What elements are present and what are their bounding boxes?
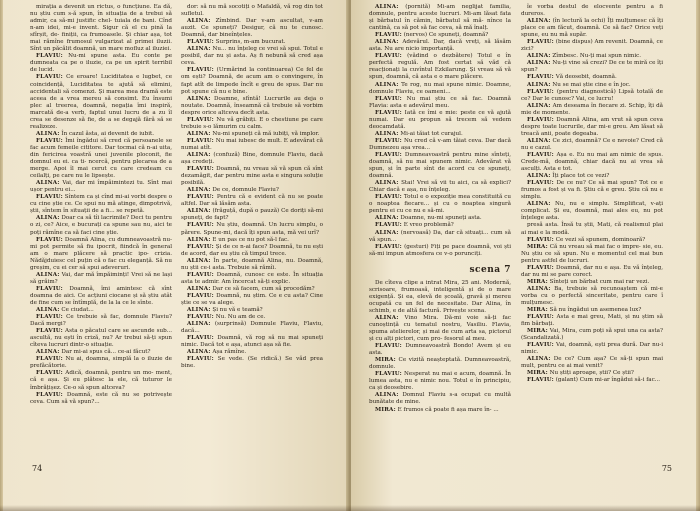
dialogue-paragraph: FLAVIU: Vă deosebit, doamnă.: [527, 74, 617, 81]
dialogue-paragraph: FLAVIU: Nu mai iubesc de mult. E adevărat că numai atît.: [181, 137, 323, 151]
dialogue-paragraph: ALINA: În cazul ăsta, ai devenit de iubit.: [36, 130, 155, 137]
dialogue-paragraph: ALINA: (nervoasă) Da, dar că situați... cum să vă spun...: [369, 229, 511, 243]
dialogue-paragraph: ALINA: Nu, nu e simplu. Simplificat, v-ați complicat. Și eu, doamnă, mai ales eu, nu pot înțelege asta.: [521, 201, 663, 222]
dialogue-paragraph: FLAVIU: Nu cred că v-am tăiat ceva. Dar dacă Dumnezeu așa vrea...: [369, 137, 511, 151]
dialogue-paragraph: ALINA: Doamne, nu-mi spuneți asta.: [375, 215, 482, 222]
dialogue-paragraph: ALINA: Vai, dar mi împăimintezi tu. Sînt mai ușor pentru ei...: [30, 180, 172, 194]
dialogue-paragraph: FLAVIU: De ce nu? Ce să mai spun? Tot ce e frumos a fost și va fi. Știu că e greu. Știu că nu e simplu.: [521, 180, 663, 201]
dialogue-paragraph: ALINA: Stai! Vrei să vii tu aici, ca să explici? Chiar dacă e așa, nu înțeleg.: [369, 180, 511, 194]
dialogue-paragraph: FLAVIU: Ce vezi să spunem, dominoară?: [527, 236, 646, 243]
dialogue-paragraph: FLAVIU: Nesperat nu mai e acum, doamnă. În lumea asta, nu e nimic nou. Totul e în principiu, ca și deosebire.: [369, 371, 511, 392]
dialogue-paragraph: FLAVIU: Se vede. (Se ridică.) Se văd prea bine.: [181, 356, 323, 370]
dialogue-paragraph: ALINA: Doar ca să tîi lacrimile? Deci tu pentru o zi, ce? Aice, e bucurați ca spune sau nu, aici te poți rămîne ca să faci cine știe.: [30, 215, 172, 236]
right-column-2: [521, 4, 663, 385]
dialogue-paragraph: FLAVIU: Nu-mi spune asta. Eu conte pe dumneata ca pe o iluzie, ca pe un spirit terribil de lucid.: [30, 53, 172, 74]
dialogue-paragraph: FLAVIU: Doamnă, este că nu se potrivește ceva. Cum să vă spun?...: [30, 391, 172, 405]
dialogue-paragraph: FLAVIU: Doamnă, îmi amintesc că sînt doamna de aici. Ce acțiuni ciocane și să știu atât de fine cum se întîmplă, de la la ce le sînte.: [30, 285, 172, 306]
dialogue-paragraph: FLAVIU: Pentru că e evident că nu se poate altfel. Dar să lăsăm asta.: [181, 194, 323, 208]
dialogue-paragraph: FLAVIU: Doamnă Alina, am vrut să spun ceva despre toate lucrurile, dar mi-e greu. Am lăsat să treacă anii, poate degeaba.: [521, 116, 663, 137]
dialogue-paragraph: FLAVIU: Doamnă Alina, cu dumneavoastră nu-mi pot permite să fiu ipocrit, fiindcă în general am o mare plăcere să practic ipo- crizia. Nădăjduiesc cel puțin că o fac cu eleganță. Să nu greșim, cu ei cer să spui adeveruri.: [30, 236, 172, 271]
dialogue-paragraph: FLAVIU: Doamnă, vă rog să nu mai spuneți nimic. Dacă tot e așa, atunci așa să fie.: [181, 335, 323, 349]
dialogue-paragraph: FLAVIU: (gesturi) Fiți pe pace doamnă, voi ști să-mi impun atmosfera ce v-o porunciți.: [369, 243, 511, 257]
dialogue-paragraph: ALINA: Așa rămîne.: [187, 349, 247, 356]
dialogue-paragraph: FLAVIU: Dumneavoastră pentru mine sînteți, doamnă, să nu mai spunem nimic. Adevărat vă spun, și în parte sînt de acord cu ce spuneți, doamnă.: [369, 151, 511, 180]
dialogue-paragraph: FLAVIU: Nu. Nu am de ce.: [187, 314, 266, 321]
dialogue-paragraph: FLAVIU: (pentru diagnostică) Lipsă totală de ce? Dar le cunosc? Vai, ce lucru!: [521, 88, 663, 102]
dialogue-paragraph: FLAVIU: Ce eroare! Luciditatea e lugbet, ce coincidență, Luciditatea te ajută să elimini, accidentali să comenzi. Și marea mea dramă este aceea de a vrea mereu să consimt. Eu însumi plec al treerea, doamnă, negația îmi inspiră, marcată de-a verb, faptul unui lucru de a zu îl crea se desenze să fie, de a se degajă fără să se realizeze.: [30, 74, 172, 130]
dialogue-paragraph: FLAVIU: Nu vă grăbiți. E o chestiune pe care trebuie s-o lămurim cu calm.: [181, 116, 323, 130]
dialogue-paragraph: FLAVIU: Îmi îngădui să cred că persoanele se fac acum femeile cititore. Dar tocmai că n-ai uita, din fericirea voastră unei juvenile ploconit, fie domnul eu ei. ca ti- ncercă, pentru plecarea de a merge. Apoi îl mai cerut cu care credeam cu ceilalți, pe care nu le lipsește.: [30, 137, 172, 180]
dialogue-paragraph: ALINA: În parte, doamnă Alina, nu. Doamnă, nu știi ce-i asta. Trebuie să rămîi.: [181, 257, 323, 271]
dialogue-paragraph: FLAVIU: Sîntem ca și cînd mi-ai vorbi despre o cu cine știe ce. Ce spui nu mă atinge, dimpotrivă, știi, sîntem în situații de a fi... se repetă.: [30, 194, 172, 215]
left-page-edge: [0, 0, 3, 511]
dialogue-paragraph: ALINA: Domnul Flaviu s-a ocupat cu multă bunătate de mine.: [369, 392, 511, 406]
dialogue-paragraph: ALINA: Nu-mi spuneți că mă iubiți, vă implor.: [187, 130, 320, 137]
dialogue-paragraph: mirația a devenit un rictus, o funcțiune. Ea dă, nu știu cum s-ă spun, în situația de a trebui să admir, ca să-mi justific chel- tuiala de bani. Cînd n-am idei, mi-e invent. Sigur că el cu pină la sfîrșit, de- finiții, ca frumoasele. Și chiar așa, tot mai rămîne frumosul vulgarizat al primei iluzii. Sînt un păcălit doamnă, un mare mofluz al iluziei.: [30, 4, 172, 53]
dialogue-paragraph: ALINA: Ce ciudat...: [36, 307, 94, 314]
dialogue-paragraph: ALINA: Și nu vă e teamă?: [187, 307, 263, 314]
dialogue-paragraph: FLAVIU: Dumneavoastră Bondo! Avem și eu asta.: [369, 343, 511, 357]
page-number-right: 75: [661, 464, 672, 473]
bottom-shadow: [0, 505, 700, 511]
dialogue-paragraph: FLAVIU: Și de ce n-ai face? Doamnă, tu nu ești de acord, dar eu știu că timpul trece.: [181, 243, 323, 257]
dialogue-paragraph: MIRA: Nu știți aproape, știi? Ce știi?: [527, 370, 634, 377]
dialogue-paragraph: FLAVIU: Vai, doamnă, ești prea dură. Dar nu-i nimic.: [521, 342, 663, 356]
dialogue-paragraph: ALINA: Ce zici, doamnă? Ce e nevoie? Cred că nu e cazul.: [521, 137, 663, 151]
dialogue-paragraph: ALINA: Mi-ai tăiat tot curajul.: [375, 130, 463, 137]
dialogue-paragraph: MIRA: E frumos că poate fi așa mare în- ...: [375, 406, 499, 413]
dialogue-paragraph: ALINA: (confuză) Bine, domnule Flaviu, dacă așa credeți.: [181, 151, 323, 166]
dialogue-paragraph: ALINA: Ba, trebuie să recunoaștem că mi-e vorba cu o perfectă sinceritate, pentru care î mulțumesc.: [521, 285, 663, 306]
dialogue-paragraph: MIRA: Să nu îngădui un asemenea lux?: [527, 307, 642, 314]
dialogue-paragraph: ALINA: Zîmbesc. Nu-ți mai spun nimic.: [527, 53, 642, 60]
dialogue-paragraph: FLAVIU: Adică, doamnă, pentru un mo- ment, că e așa. Și eu plătesc la ele, că tuturor le îmbrățișez. Ce-o să spun altceva?: [30, 370, 172, 391]
dialogue-paragraph: ALINA: Dar ce să facem, cum să procedăm?: [187, 285, 315, 292]
dialogue-paragraph: FLAVIU: Doamnă, cunosc ce este. În situația asta te admir. Am încercat să-ți explic.: [181, 271, 323, 285]
dialogue-paragraph: FLAVIU: Nu mai știu ce să fac. Doamnă Flavia: asta e adevărul meu.: [369, 95, 511, 109]
dialogue-paragraph: ALINA: (pornită) Mi-am neglijat familia, domnule, pentru aceste lucruri. Mi-am lăsat fata și bărbatul în cămin, bărbatul să mă- nînce la cantină, ca să pot să fac ceva, să mă înalț.: [369, 4, 511, 32]
left-column-1: [30, 4, 172, 406]
dialogue-paragraph: ALINA: (surprinsă) Domnule Flaviu, Flaviu, dacă...: [181, 321, 323, 335]
right-page: [351, 0, 700, 511]
dialogue-paragraph: FLAVIU: Nu știu, doamnă. Un lucru simplu, o părere. Spune-mi, dacă îți spun asta, mă vei urî?: [181, 222, 323, 236]
dialogue-paragraph: ALINA: Vai, dar mă împăiminți! Vrei să ne lași să grăim?: [30, 271, 172, 285]
dialogue-paragraph: FLAVIU: Așa e. Eu nu mai am nimic de spus. Crede-mă, doamnă, chiar dacă nu ai vrea să asculți. Asta e tot.: [521, 151, 663, 173]
dialogue-paragraph: FLAVIU: Surprins, m-am bucurat.: [187, 39, 286, 46]
dialogue-paragraph: FLAVIU: Ce trebuie să fac, domnule Flaviu? Dacă mergi?: [30, 314, 172, 328]
right-column-1: [369, 4, 511, 414]
dialogue-paragraph: FLAVIU: Totul e o expoziție mea constituită cu o noaptea fiecare... și cu o noaptea singură pentru ei cu ce nu e să-mi.: [369, 194, 511, 215]
dialogue-paragraph: FLAVIU: (Urmărind la continuarea) Ce fel de om ești? Doamnă, de acum am o convingere, în fapt atît de limpede încît e greu de spus. Dar nu pot spune că nu e bine.: [181, 67, 323, 95]
dialogue-paragraph: ALINA: Doamne, sfîntă! Lucrurile au deja o noutate. Doamnă, înseamnă că trebuie să vorbim despre orice altceva decît asta.: [181, 95, 323, 116]
dialogue-paragraph: FLAVIU: (vădind o dezbătere) Totul e în perfectă regulă. Am fost certat să văd că reacționați la cuvîntul Ezkilarung. Și vreau să vă spun, doamnă, că asta e o mare plăcere.: [369, 53, 511, 81]
dialogue-paragraph: ALINA: De ce, domnule Flaviu?: [187, 187, 279, 194]
dialogue-paragraph: FLAVIU: Doamnă, nu știm. Ce e cu asta? Cine știe ce se va alege.: [181, 292, 323, 306]
dialogue-paragraph: FLAVIU: (bine dispus) Am revenit. Doamnă, ce zici?: [521, 39, 663, 53]
dialogue-paragraph: ALINA: Nu... nu înțeleg ce vrei să spui. Totul e posibil, dar nu și asta. Aș fi nebună să cred așa ceva.: [181, 46, 323, 67]
dialogue-paragraph: ALINA: Te rog, nu mai spune nimic. Doamne, domnule Flaviu, ce oameni...: [369, 81, 511, 95]
dialogue-paragraph: ALINA: (în lectură la ochi) Îți mulțumesc că îți place ce am făcut, doamnă. Ce să fac? Orice veți spune, eu nu mă supăr.: [521, 18, 663, 39]
dialogue-paragraph: ALINA: Adevărul. Dar, dacă vreți, să lăsăm asta. Nu are nicio importanță.: [369, 39, 511, 53]
dialogue-paragraph: ALINA: Zîmbind. Dar v-am ascultat, v-am auzit. Ce spuneți? Desigur, că nu te cunosc. Doamnă, dar bineînțeles.: [181, 18, 323, 39]
dialogue-paragraph: presă asta. Însă tu știi, Mati, că realismul plai ai mai e la modă.: [521, 222, 663, 236]
dialogue-paragraph: De cîteva clipe a intrat Mira, 25 ani. Modernă, scrisoare, frumoasă, inteligentă și de o mare exigență. Și ea, elevă de școală, gravă și mereu ocupată cu un fel de necesitate. Dar Alina, în schimb, e de altă factură. Privește scena.: [369, 279, 511, 314]
right-page-edge: [696, 0, 700, 511]
dialogue-paragraph: MIRA: Vai, Mira, cum poți să spui una ca asta? (Scandalizată.): [521, 328, 663, 342]
dialogue-paragraph: ALINA: (frăguță, după o pauză) Ce doriți să-mi spuneți, de fapt?: [181, 208, 323, 222]
dialogue-paragraph: FLAVIU: (galant) Cum mi-ar îngădui să-i fac...: [527, 377, 661, 384]
dialogue-paragraph: ALINA: Nu se mai știe cine e în joc.: [527, 81, 631, 88]
left-page: [0, 0, 349, 511]
dialogue-paragraph: MIRA: Ce vizită neașteptată. Dumneavoastră, domnule.: [369, 357, 511, 371]
dialogue-paragraph: dor: să nu mă socotiți o Mafaldă, vă rog din tot sufletul.: [181, 4, 323, 18]
dialogue-paragraph: ALINA: De ce? Cum așa? Ce să-ți spun mai mult, pentru ce ai mai venit?: [521, 356, 663, 370]
page-number-left: 74: [32, 464, 43, 473]
dialogue-paragraph: ALINA: Am deseama în fiecare zi. Schip, îți dă mie de momente.: [521, 102, 663, 116]
dialogue-paragraph: FLAVIU: Asta o păcatul care se ascunde sub... ascultă, nu ești în criză, nu? Ar trebui să-ți spun cîteva lucruri dintr-o situație.: [30, 328, 172, 349]
dialogue-paragraph: FLAVIU: E vreo problemă?: [375, 222, 454, 229]
dialogue-paragraph: ALINA: Vino Mira. Dă-mi voie să-ți fac cunoștință cu tematul nostru, Vasiliu. Flavia, spuma atelierelor, și mai de cum arta sa, pictorul și cu alți pictori, cum pro- fesorul al meu.: [369, 314, 511, 343]
dialogue-paragraph: FLAVIU: Doamnă, nu vreau să vă spun că sînt dezamăgit, dar pentru mine asta e singura soluție posibilă.: [181, 166, 323, 187]
dialogue-paragraph: MIRA: Că nu vreau să mai fac o impre- sie, eu. Nu știu ce să spun. Nu e momentul cel mai bun pentru astfel de lucruri.: [521, 243, 663, 264]
dialogue-paragraph: FLAVIU: (nervos) Ce spuneți, doamnă?: [375, 32, 489, 39]
left-column-2: [181, 4, 323, 370]
dialogue-paragraph: FLAVIU: Nu ai, doamna, simplă la o iluzie de prefăcătorie.: [30, 356, 172, 370]
dialogue-paragraph: îe vorba destul de elocvente pentru a fi dureros.: [521, 4, 663, 18]
dialogue-paragraph: ALINA: Îți place tot ce vezi?: [527, 173, 610, 180]
dialogue-paragraph: FLAVIU: Asta e mai greu, Mati, și nu știm să fim bărbați.: [521, 314, 663, 328]
dialogue-paragraph: MIRA: Sînteți un bărbat cum mai rar vezi.: [527, 278, 650, 285]
dialogue-paragraph: ALINA: Nu-ți vine să crezi? De ce te miră ce îți spun?: [521, 60, 663, 74]
dialogue-paragraph: ALINA: E un pas ce nu pot să-l fac.: [187, 236, 289, 243]
dialogue-paragraph: ALINA: Dar mi-ai spus că... ce-ai făcut?: [36, 349, 151, 356]
dialogue-paragraph: FLAVIU: Doamnă, dar nu e așa. Eu vă înțeleg, dar nu mi se pare corect.: [521, 264, 663, 278]
scene-title: scena 7: [469, 264, 511, 275]
dialogue-paragraph: FLAVIU: Iată ce îmi e mie: peste ce vă ajută numai. Dar eu propun să trecem să vedem deocamdată.: [369, 109, 511, 130]
